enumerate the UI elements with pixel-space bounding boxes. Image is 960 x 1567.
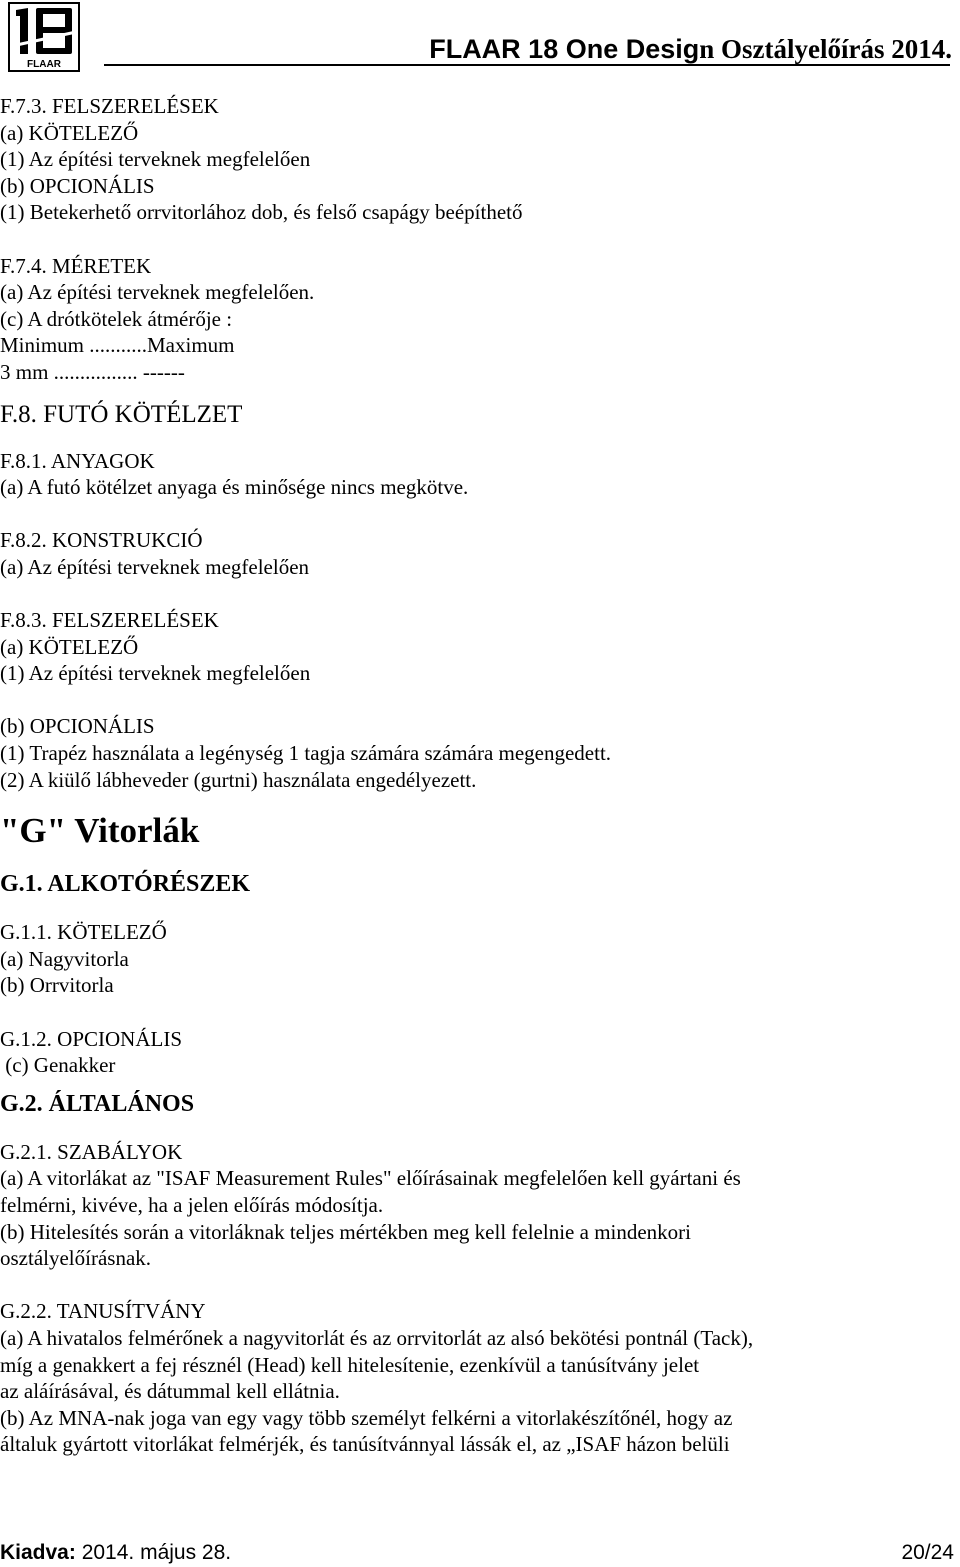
- text-line: (a) Az építési terveknek megfelelően.: [0, 280, 315, 305]
- text-line: általuk gyártott vitorlákat felmérjék, és tanúsítvánnyal lássák el, az „ISAF házon belüli: [0, 1432, 730, 1457]
- section-title: G.1. ALKOTÓRÉSZEK: [0, 871, 251, 898]
- text-line: Minimum ...........Maximum: [0, 333, 235, 358]
- text-line: (a) A hivatalos felmérőnek a nagyvitorlát és az orrvitorlát az alsó bekötési pontnál (Tack),: [0, 1325, 754, 1350]
- text-line: (b) OPCIONÁLIS: [0, 173, 155, 198]
- text-line: (b) Orrvitorla: [0, 973, 114, 998]
- text-line: míg a genakkert a fej résznél (Head) kell hitelesítenie, ezenkívül a tanúsítvány jelet: [0, 1352, 700, 1377]
- section-heading: F.7.3. FELSZERELÉSEK: [0, 94, 219, 118]
- text-line: (a) KÖTELEZŐ: [0, 120, 139, 145]
- section-heading: F.8.2. KONSTRUKCIÓ: [0, 528, 203, 553]
- section-heading: G.2.2. TANUSÍTVÁNY: [0, 1299, 206, 1324]
- section-heading: G.1.1. KÖTELEZŐ: [0, 920, 167, 945]
- section-heading: F.8.1. ANYAGOK: [0, 448, 155, 473]
- text-line: (b) Az MNA-nak joga van egy vagy több személyt felkérni a vitorlakészítőnél, hogy az: [0, 1405, 733, 1430]
- text-line: az aláírásával, és dátummal kell ellátnia.: [0, 1379, 340, 1404]
- text-line: (b) OPCIONÁLIS: [0, 714, 155, 739]
- text-line: 3 mm ................ ------: [0, 359, 185, 384]
- text-line: (a) A vitorlákat az "ISAF Measurement Rules" előírásainak megfelelően kell gyártani és: [0, 1166, 741, 1191]
- svg-text:FLAAR: FLAAR: [27, 59, 61, 70]
- footer-issued-label: Kiadva:: [0, 1541, 76, 1564]
- text-line: (c) Genakker: [0, 1053, 116, 1078]
- document-title-part-2: n Osztályelőírás 2014.: [699, 34, 952, 64]
- text-line: (a) A futó kötélzet anyaga és minősége nincs megkötve.: [0, 475, 469, 500]
- page-number: 20/24: [901, 1541, 954, 1564]
- footer-issue-date: [0, 1540, 231, 1566]
- flaar-18-logo-icon: [8, 2, 80, 72]
- text-line: (a) Nagyvitorla: [0, 946, 129, 971]
- section-heading: G.2.1. SZABÁLYOK: [0, 1139, 183, 1164]
- footer-issued-date: 2014. május 28.: [75, 1541, 232, 1564]
- section-heading: F.7.4. MÉRETEK: [0, 253, 152, 278]
- text-line: felmérni, kivéve, ha a jelen előírás módosítja.: [0, 1193, 384, 1217]
- section-heading: F.8.3. FELSZERELÉSEK: [0, 608, 219, 633]
- section-title: F.8. FUTÓ KÖTÉLZET: [0, 400, 243, 428]
- document-title-part-1: FLAAR 18 One Desig: [429, 34, 700, 64]
- text-line: (a) Az építési terveknek megfelelően: [0, 554, 310, 579]
- text-line: (1) Az építési terveknek megfelelően: [0, 147, 311, 172]
- header-rule: [104, 64, 950, 66]
- section-title: G.2. ÁLTALÁNOS: [0, 1090, 195, 1117]
- text-line: (1) Betekerhető orrvitorlához dob, és felső csapágy beépíthető: [0, 200, 523, 225]
- text-line: (1) Trapéz használata a legénység 1 tagja számára számára megengedett.: [0, 741, 612, 766]
- section-heading: G.1.2. OPCIONÁLIS: [0, 1026, 183, 1051]
- text-line: (1) Az építési terveknek megfelelően: [0, 661, 311, 686]
- document-title: [429, 34, 952, 64]
- text-line: osztályelőírásnak.: [0, 1246, 152, 1271]
- text-line: (a) KÖTELEZŐ: [0, 634, 139, 659]
- text-line: (b) Hitelesítés során a vitorláknak teljes mértékben meg kell felelnie a mindenkori: [0, 1219, 692, 1244]
- text-line: (c) A drótkötelek átmérője :: [0, 306, 233, 331]
- text-line: (2) A kiülő lábheveder (gurtni) használata engedélyezett.: [0, 767, 477, 792]
- document-body: [0, 93, 950, 1458]
- chapter-title: "G" Vitorlák: [0, 811, 200, 851]
